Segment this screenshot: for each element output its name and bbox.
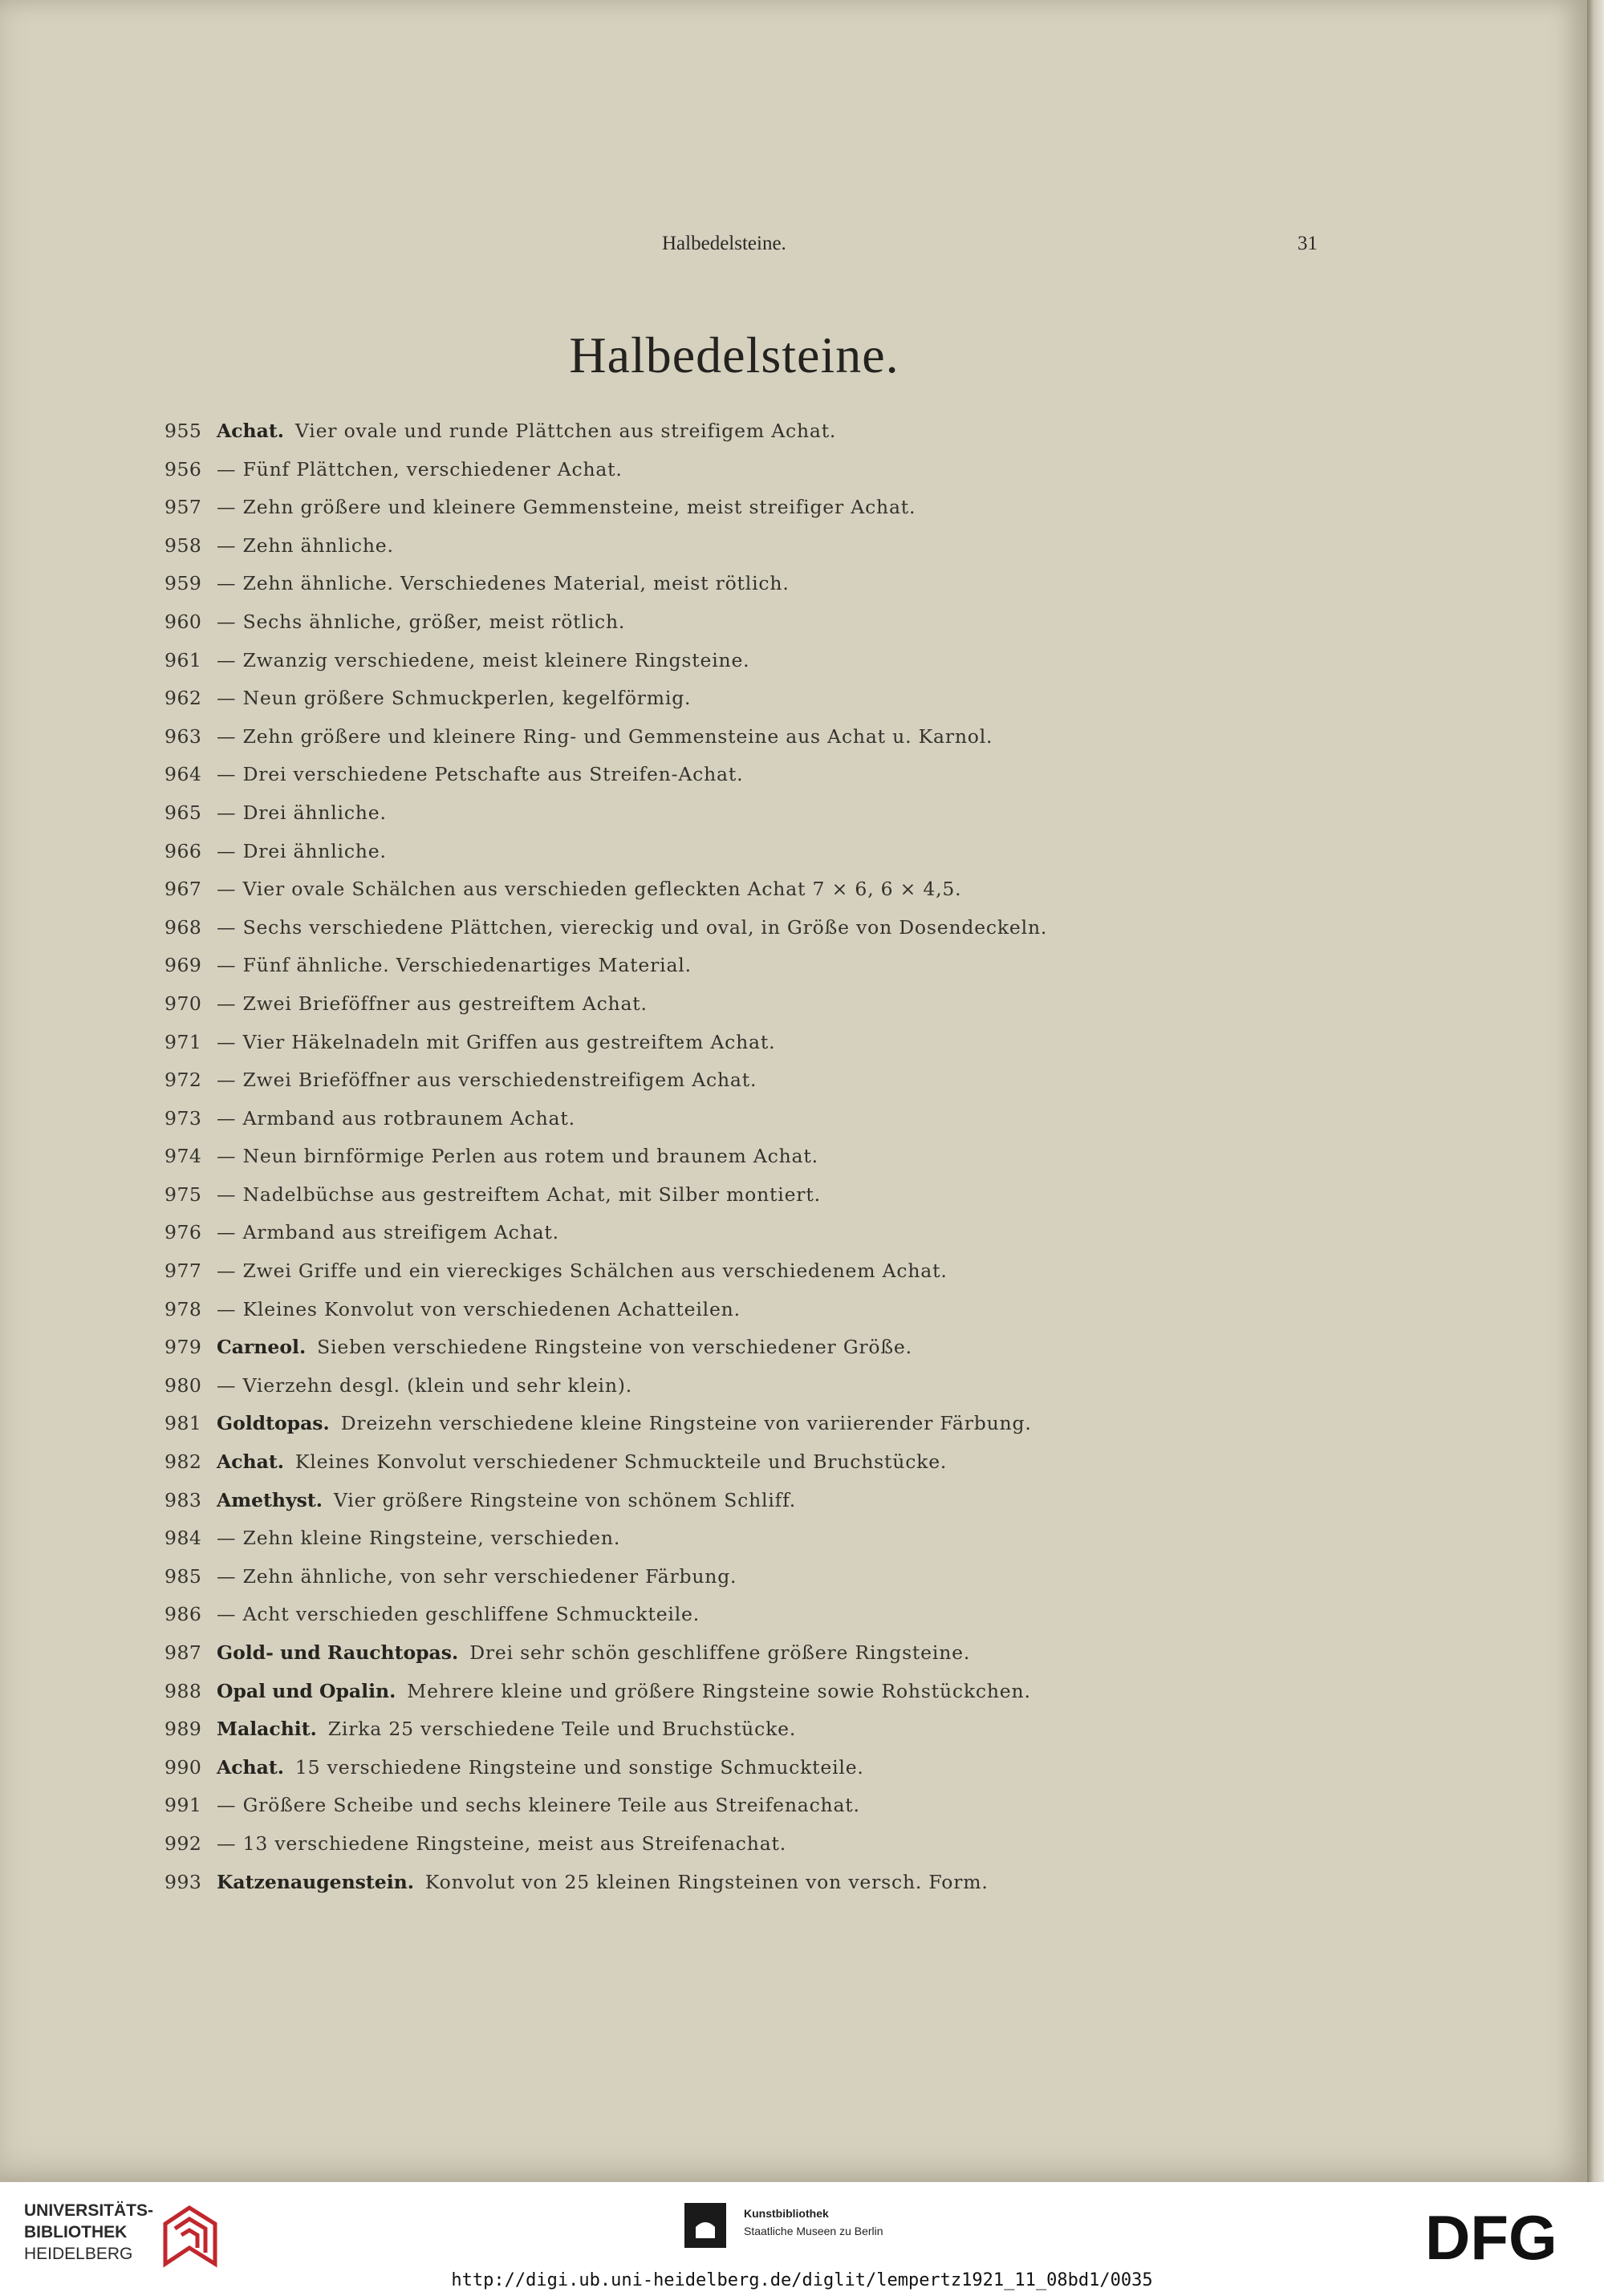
entry-number: 992 [164,1832,202,1855]
entry-description: — Drei ähnliche. [217,801,387,824]
entry-item-name: Goldtopas. [217,1412,330,1435]
catalog-entry [164,833,1368,871]
entry-item-name: Achat. [217,420,284,442]
entry-number: 969 [164,954,202,977]
catalog-entry [164,679,1368,718]
entry-number: 993 [164,1870,202,1893]
entry-description: — Drei verschiedene Petschafte aus Streifen-Achat. [217,763,744,786]
entry-number: 975 [164,1182,202,1206]
page-header [0,233,1587,265]
kb-name: Kunstbibliothek [744,2207,829,2220]
catalog-entry [164,603,1368,642]
catalog-entry [164,756,1368,794]
catalog-entry [164,1176,1368,1215]
catalog-entry [164,1864,1368,1902]
entry-description: — Zehn kleine Ringsteine, verschieden. [217,1527,621,1550]
entry-number: 982 [164,1450,202,1474]
page-title: Halbedelsteine. [569,327,899,383]
dfg-text: DFG [1425,2205,1557,2269]
catalog-entry [164,718,1368,757]
entry-item-name: Katzenaugenstein. [217,1870,414,1893]
catalog-entry [164,1558,1368,1596]
ub-line3: HEIDELBERG [24,2245,133,2263]
source-url-link[interactable]: http://digi.ub.uni-heidelberg.de/diglit/lempertz1921_11_08bd1/0035 [451,2270,1153,2290]
entry-description: — Vier ovale Schälchen aus verschieden gefleckten Achat 7 × 6, 6 × 4,5. [217,878,962,901]
catalog-entry [164,1405,1368,1443]
entry-item-name: Amethyst. [217,1488,323,1511]
ub-heidelberg-logo-text[interactable] [24,2200,153,2265]
entry-number: 957 [164,496,202,519]
entry-description: — Zwei Brieföffner aus gestreiftem Achat. [217,992,648,1015]
entry-number: 973 [164,1106,202,1130]
entry-description: — Fünf Plättchen, verschiedener Achat. [217,457,623,481]
catalog-entry [164,909,1368,947]
entry-description: Drei sehr schön geschliffene größere Ringsteine. [469,1641,971,1664]
entry-description: — 13 verschiedene Ringsteine, meist aus Streifenachat. [217,1832,787,1855]
entry-description: Mehrere kleine und größere Ringsteine sowie Rohstückchen. [407,1679,1031,1702]
kunstbibliothek-logo-icon[interactable] [684,2203,726,2248]
entry-number: 960 [164,610,202,633]
entry-number: 983 [164,1488,202,1511]
dfg-logo-icon[interactable] [1425,2205,1586,2269]
entry-number: 981 [164,1412,202,1435]
entry-description: — Acht verschieden geschliffene Schmuckteile. [217,1603,700,1626]
ub-heidelberg-logo-icon[interactable] [157,2200,223,2269]
entry-number: 961 [164,648,202,671]
entry-description: Vier größere Ringsteine von schönem Schliff. [333,1488,797,1511]
catalog-entry [164,1061,1368,1100]
catalog-entry [164,1024,1368,1062]
entry-description: — Größere Scheibe und sechs kleinere Teile aus Streifenachat. [217,1794,860,1817]
catalog-entry [164,412,1368,451]
catalog-entry [164,1367,1368,1406]
entry-description: — Kleines Konvolut von verschiedenen Achatteilen. [217,1297,741,1320]
catalog-entry [164,1252,1368,1291]
entry-number: 976 [164,1221,202,1244]
entry-number: 963 [164,724,202,748]
entry-description: Vier ovale und runde Plättchen aus streifigem Achat. [294,420,837,442]
entry-number: 978 [164,1297,202,1320]
entry-number: 985 [164,1564,202,1588]
entry-number: 979 [164,1336,202,1359]
kb-sub: Staatliche Museen zu Berlin [744,2225,883,2237]
entry-item-name: Opal und Opalin. [217,1679,396,1702]
entry-number: 962 [164,687,202,710]
entry-number: 990 [164,1755,202,1779]
page-edge [1587,0,1604,2182]
catalog-entry [164,1214,1368,1252]
entry-description: — Fünf ähnliche. Verschiedenartiges Material. [217,954,692,977]
entry-description: — Zehn ähnliche. Verschiedenes Material, meist rötlich. [217,572,790,595]
entry-description: 15 verschiedene Ringsteine und sonstige Schmuckteile. [294,1755,864,1779]
entry-number: 980 [164,1373,202,1397]
entry-number: 967 [164,878,202,901]
entry-description: — Drei ähnliche. [217,839,387,862]
entry-description: — Zehn ähnliche, von sehr verschiedener Färbung. [217,1564,737,1588]
entry-description: — Armband aus rotbraunem Achat. [217,1106,575,1130]
entry-description: — Zehn größere und kleinere Gemmensteine, meist streifiger Achat. [217,496,916,519]
catalog-entry [164,1749,1368,1787]
catalog-entry [164,794,1368,833]
catalog-entry [164,1825,1368,1864]
entry-number: 956 [164,457,202,481]
catalog-entry [164,1329,1368,1367]
entry-description: Zirka 25 verschiedene Teile und Bruchstücke. [327,1718,797,1741]
catalog-entry [164,1787,1368,1825]
entry-item-name: Malachit. [217,1718,317,1741]
entry-description: Sieben verschiedene Ringsteine von verschiedener Größe. [317,1336,912,1359]
entry-description: — Nadelbüchse aus gestreiftem Achat, mit Silber montiert. [217,1182,821,1206]
ub-line1: UNIVERSITÄTS- [24,2201,154,2220]
catalog-entry [164,527,1368,566]
catalog-entry [164,985,1368,1024]
footer-bar [0,2182,1604,2296]
catalog-entries [164,412,1368,1901]
entry-number: 972 [164,1069,202,1092]
entry-number: 970 [164,992,202,1015]
entry-description: Konvolut von 25 kleinen Ringsteinen von versch. Form. [424,1870,989,1893]
ub-line2: BIBLIOTHEK [24,2223,128,2241]
entry-description: — Sechs ähnliche, größer, meist rötlich. [217,610,626,633]
entry-number: 988 [164,1679,202,1702]
catalog-entry [164,1100,1368,1138]
catalog-entry [164,1482,1368,1520]
entry-number: 984 [164,1527,202,1550]
entry-number: 989 [164,1718,202,1741]
entry-number: 965 [164,801,202,824]
catalog-entry [164,1673,1368,1711]
catalog-entry [164,870,1368,909]
kunstbibliothek-logo-text[interactable] [744,2205,883,2240]
catalog-entry [164,642,1368,680]
entry-number: 966 [164,839,202,862]
entry-number: 987 [164,1641,202,1664]
catalog-entry [164,1596,1368,1634]
entry-description: Kleines Konvolut verschiedener Schmuckteile und Bruchstücke. [294,1450,948,1474]
catalog-entry [164,1634,1368,1673]
catalog-entry [164,1443,1368,1482]
running-title: Halbedelsteine. [662,233,786,254]
catalog-entry [164,451,1368,489]
entry-number: 991 [164,1794,202,1817]
entry-description: — Vierzehn desgl. (klein und sehr klein). [217,1373,633,1397]
entry-item-name: Gold- und Rauchtopas. [217,1641,459,1664]
entry-description: — Zwei Brieföffner aus verschiedenstreifigem Achat. [217,1069,757,1092]
entry-number: 964 [164,763,202,786]
catalog-entry [164,565,1368,603]
entry-description: — Zwei Griffe und ein viereckiges Schälchen aus verschiedenem Achat. [217,1260,948,1283]
entry-number: 968 [164,915,202,939]
page-number: 31 [1297,233,1318,254]
entry-description: — Zehn ähnliche. [217,533,394,557]
entry-number: 959 [164,572,202,595]
entry-description: — Neun größere Schmuckperlen, kegelförmig. [217,687,692,710]
catalog-entry [164,1291,1368,1329]
catalog-entry [164,489,1368,527]
entry-number: 986 [164,1603,202,1626]
entry-number: 955 [164,420,202,442]
entry-description: — Neun birnförmige Perlen aus rotem und braunem Achat. [217,1145,818,1168]
entry-description: — Sechs verschiedene Plättchen, viereckig und oval, in Größe von Dosendeckeln. [217,915,1048,939]
entry-number: 971 [164,1030,202,1053]
entry-item-name: Carneol. [217,1336,307,1359]
entry-number: 958 [164,533,202,557]
entry-description: Dreizehn verschiedene kleine Ringsteine von variierender Färbung. [340,1412,1032,1435]
entry-description: — Zehn größere und kleinere Ring- und Gemmensteine aus Achat u. Karnol. [217,724,993,748]
entry-number: 977 [164,1260,202,1283]
entry-description: — Armband aus streifigem Achat. [217,1221,559,1244]
entry-item-name: Achat. [217,1755,284,1779]
catalog-entry [164,1710,1368,1749]
entry-number: 974 [164,1145,202,1168]
catalog-entry [164,1138,1368,1176]
catalog-entry [164,1519,1368,1558]
entry-description: — Vier Häkelnadeln mit Griffen aus gestreiftem Achat. [217,1030,776,1053]
catalog-entry [164,947,1368,985]
entry-description: — Zwanzig verschiedene, meist kleinere Ringsteine. [217,648,750,671]
entry-item-name: Achat. [217,1450,284,1474]
